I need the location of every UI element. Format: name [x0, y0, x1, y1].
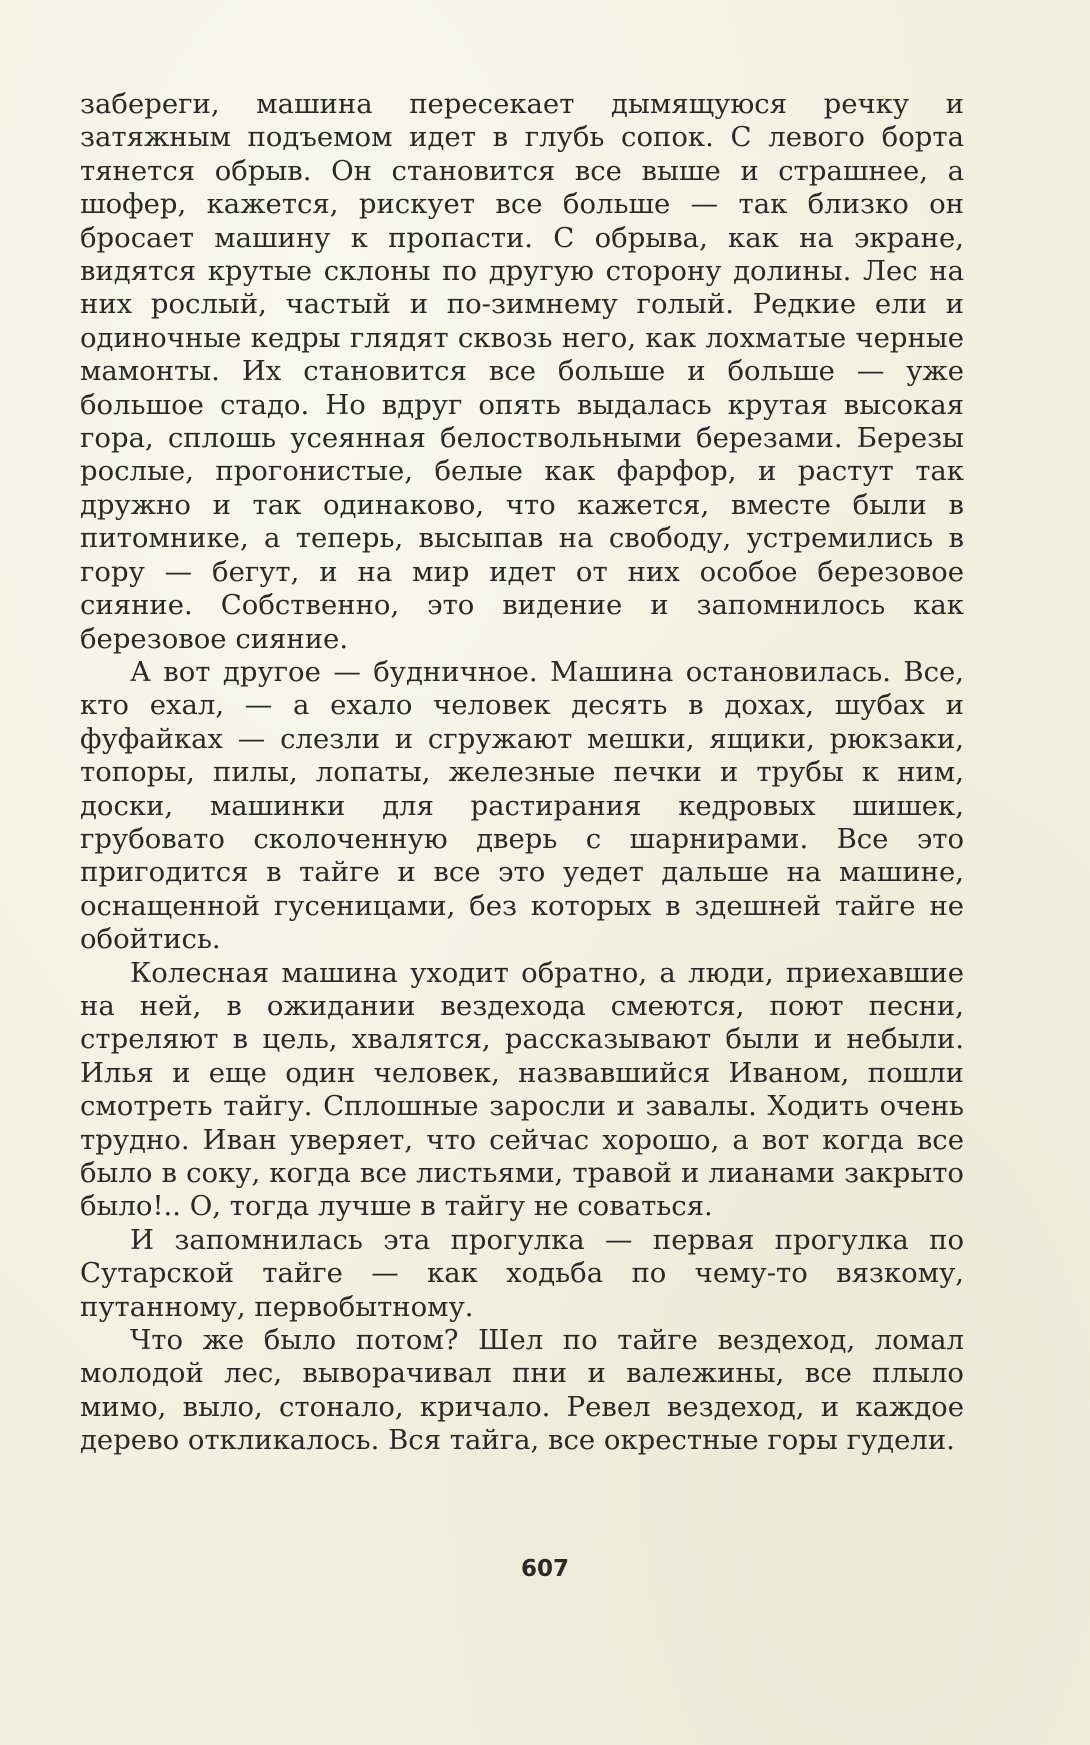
paragraph-4: И запомнилась эта прогулка — первая прогулка по Сутарской тайге — как ходьба по чему-то вязкому, путанному, первобытному. [80, 1223, 964, 1323]
body-text [80, 88, 964, 1458]
paragraph-3: Колесная машина уходит обратно, а люди, приехавшие на ней, в ожидании вездехода смеются, поют песни, стреляют в цель, хвалятся, рассказывают были и небыли. Илья и еще один человек, назвавшийся Иваном, пошли смотреть тайгу. Сплошные заросли и завалы. Ходить очень трудно. Иван уверяет, что сейчас хорошо, а вот когда все было в соку, когда все листьями, травой и лианами закрыто было!.. О, тогда лучше в тайгу не соваться. [80, 956, 964, 1223]
page-number: 607 [520, 1556, 569, 1582]
paragraph-5: Что же было потом? Шел по тайге вездеход, ломал молодой лес, выворачивал пни и валежины, все плыло мимо, выло, стонало, кричало. Ревел вездеход, и каждое дерево откликалось. Вся тайга, все окрестные горы гудели. [80, 1324, 964, 1457]
paragraph-1: забереги, машина пересекает дымящуюся речку и затяжным подъемом идет в глубь сопок. С левого борта тянется обрыв. Он становится все выше и страшнее, а шофер, кажется, рискует все больше — так близко он бросает машину к пропасти. С обрыва, как на экране, видятся крутые склоны по другую сторону долины. Лес на них рослый, частый и по-зимнему голый. Редкие ели и одиночные кедры глядят сквозь него, как лохматые черные мамонты. Их становится все больше и больше — уже большое стадо. Но вдруг опять выдалась крутая высокая гора, сплошь усеянная белоствольными березами. Березы рослые, прогонистые, белые как фарфор, и растут так дружно и так одинаково, что кажется, вместе были в питомнике, а теперь, высыпав на свободу, устремились в гору — бегут, и на мир идет от них особое березовое сияние. Собственно, это видение и запомнилось как березовое сияние. [80, 88, 964, 655]
paragraph-2: А вот другое — будничное. Машина остановилась. Все, кто ехал, — а ехало человек десять в дохах, шубах и фуфайках — слезли и сгружают мешки, ящики, рюкзаки, топоры, пилы, лопаты, железные печки и трубы к ним, доски, машинки для растирания кедровых шишек, грубовато сколоченную дверь с шарнирами. Все это пригодится в тайге и все это уедет дальше на машине, оснащенной гусеницами, без которых в здешней тайге не обойтись. [80, 655, 964, 956]
